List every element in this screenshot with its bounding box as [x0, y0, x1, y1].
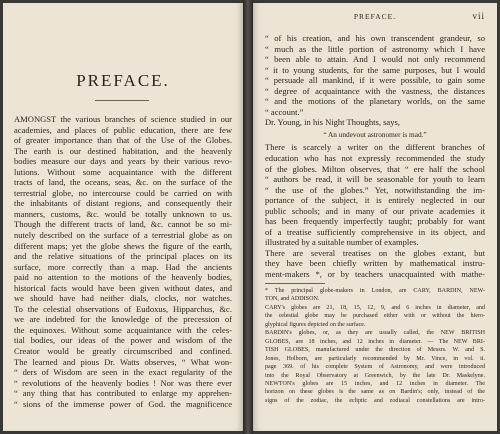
footnote-line: BARDIN's globes, or, as they are usually called, the NEW BRITISH: [265, 330, 485, 337]
body-line: “ account.”: [265, 106, 304, 117]
body-line: tial bodies, our ideas of the power and wisdom of the: [14, 335, 232, 346]
body-line: academies, and places of public education, there are few: [14, 124, 232, 135]
body-line: “ degree of acquaintance with the vastness, the distances: [265, 85, 485, 96]
body-line: of the globes. Milton observes, that “ ere half the school: [265, 163, 485, 174]
body-line: public schools; and in many of our private academies it: [265, 205, 485, 216]
body-line: terrestrial globe, no intercourse could be carried on with: [14, 187, 232, 198]
body-line: Creator would be greatly circumscribed and confined.: [14, 346, 232, 357]
footnote-line: CARY's globes are 21, 18, 15, 12, 9, and 6 inches in diameter, and: [265, 304, 485, 311]
running-head: [265, 12, 485, 24]
footnote-line: GLOBES, are 18 inches, and 12 inches in diameter. — The NEW BRI-: [265, 338, 485, 345]
body-line: “ it to young students, for the same purposes, but I would: [265, 64, 485, 75]
footnote-line: Jones, Holborn, are particularly recommended by Mr. Vince, in vol. ii.: [265, 355, 485, 362]
body-line: of a treatise sufficiently comprehensive in its object, and: [265, 226, 485, 237]
body-line: “ revolutions of the heavenly bodies ! Nor was there ever: [14, 377, 232, 388]
body-line: the equinoxes. Without some acquaintance with the celes-: [14, 324, 232, 335]
footnote-line: TISH GLOBES, manufactured under the direction of Messrs. W. and S.: [265, 347, 485, 354]
right-page: [253, 3, 497, 431]
preface-title: PREFACE.: [76, 71, 170, 90]
body-line: “ authors be read, it will be seasonable for youth to learn: [265, 174, 485, 185]
body-line: they have been chiefly written by mathematical instru-: [265, 258, 485, 269]
body-line: ment-makers *, or by teachers unacquainted with mathe-: [265, 269, 485, 280]
body-line: the inhabitants of distant regions, and consequently their: [14, 198, 232, 209]
body-line: “ persuade all mankind, if it were possible, to gain some: [265, 75, 485, 86]
body-line: “ sions of the immense power of God. the magnificence: [14, 398, 232, 409]
footnote-line: NEWTON's globes are 15 inches, and 12 inches in diameter. The: [265, 380, 485, 387]
footnote-line: * The principal globe-makers in London, are CARY, BARDIN, NEW-: [265, 288, 485, 294]
running-head-title: PREFACE.: [353, 12, 397, 21]
body-line: has been frequently imperfectly taught; probably for want: [265, 216, 485, 227]
body-line: historical facts would have been given without dates, and: [14, 282, 232, 293]
young-quote: “ An undevout astronomer is mad.”: [323, 129, 427, 139]
body-line: education who has not expressly recommended the study: [265, 153, 485, 164]
body-line: The learned and pious Dr. Watts observes, “ What won-: [14, 356, 232, 367]
body-line: “ much as the little portion of astronomy which I have: [265, 43, 485, 54]
body-line: There is scarcely a writer on the different branches of: [265, 142, 485, 153]
body-line: tracts of land, the oceans, seas, &c. on the surface of the: [14, 177, 232, 188]
body-line: There are several treatises on the globes extant, but: [265, 247, 485, 258]
body-line: surface, more correctly than a map. Had the ancients: [14, 261, 232, 272]
footnote-line: page 369. of his complete System of Astronomy, and were introduced: [265, 364, 485, 371]
body-line: paid no attention to the motions of the heavenly bodies,: [14, 272, 232, 283]
body-line: lutions. Without some acquaintance with the different: [14, 166, 232, 177]
footnote-line: the celestial globe may be purchased either with or without the hiero-: [265, 313, 485, 320]
footnote-text: [265, 287, 485, 405]
footnote-line: horizon on these globes is the same as on Bardin's; only, instead of the: [265, 389, 485, 396]
footnote-line: TON, and ADDISON.: [265, 296, 320, 303]
footnote-line: signs of the zodiac, the ecliptic and zodiacal constellations are intro-: [265, 397, 485, 404]
left-body-text: [14, 114, 232, 409]
book-gutter: [243, 0, 253, 434]
left-page: [3, 3, 243, 431]
body-line: different maps; yet the globe shews the figure of the earth,: [14, 240, 232, 251]
body-line: Though the different tracts of land, &c. cannot be so mi-: [14, 219, 232, 230]
body-line: Dr. Young, in his Night Thoughts, says,: [265, 117, 400, 128]
body-line: “ of his creation, and his own transcendent grandeur, so: [265, 33, 485, 43]
page-number: vii: [472, 11, 485, 21]
footnote-line: glyphical figures depicted on the surface.: [265, 321, 366, 328]
right-body-text: [265, 33, 485, 280]
body-line: “ ders of Wisdom are seen in the exact regularity of the: [14, 367, 232, 378]
body-line: AMONGST the various branches of science studied in our: [14, 114, 232, 124]
body-line: bodies measure our days and years by their various revo-: [14, 156, 232, 167]
footnote-rule: [265, 283, 325, 284]
body-line: “ and the motions of the planetary worlds, on the same: [265, 96, 485, 107]
body-line: manners, customs, &c. would be totally unknown to us.: [14, 208, 232, 219]
body-line: we are indebted for the knowledge of the precession of: [14, 314, 232, 325]
body-line: of greater importance than that of the Use of the Globes.: [14, 135, 232, 146]
body-line: portance of the subject, it is entirely neglected in our: [265, 195, 485, 206]
footnote-line: into the Royal Observatory at Greenwich, by the late Dr. Maskelyne.: [265, 372, 485, 379]
body-line: and the relative situations of the principal places on its: [14, 251, 232, 262]
body-line: “ the use of the globes.” Yet, notwithstanding the im-: [265, 184, 485, 195]
body-line: “ been able to attain. And I would not only recommend: [265, 54, 485, 65]
body-line: The earth is our destined habitation, and the heavenly: [14, 145, 232, 156]
title-rule: [95, 100, 149, 101]
body-line: nutely described on the surface of a terrestrial globe as on: [14, 230, 232, 241]
body-line: “ any thing that has contributed to enlarge my apprehen-: [14, 388, 232, 399]
body-line: To the celestial observations of Eudoxus, Hipparchus, &c.: [14, 303, 232, 314]
body-line: we should have had neither dials, clocks, nor watches.: [14, 293, 232, 304]
body-line: illustrated by a suitable number of examples.: [265, 237, 419, 248]
